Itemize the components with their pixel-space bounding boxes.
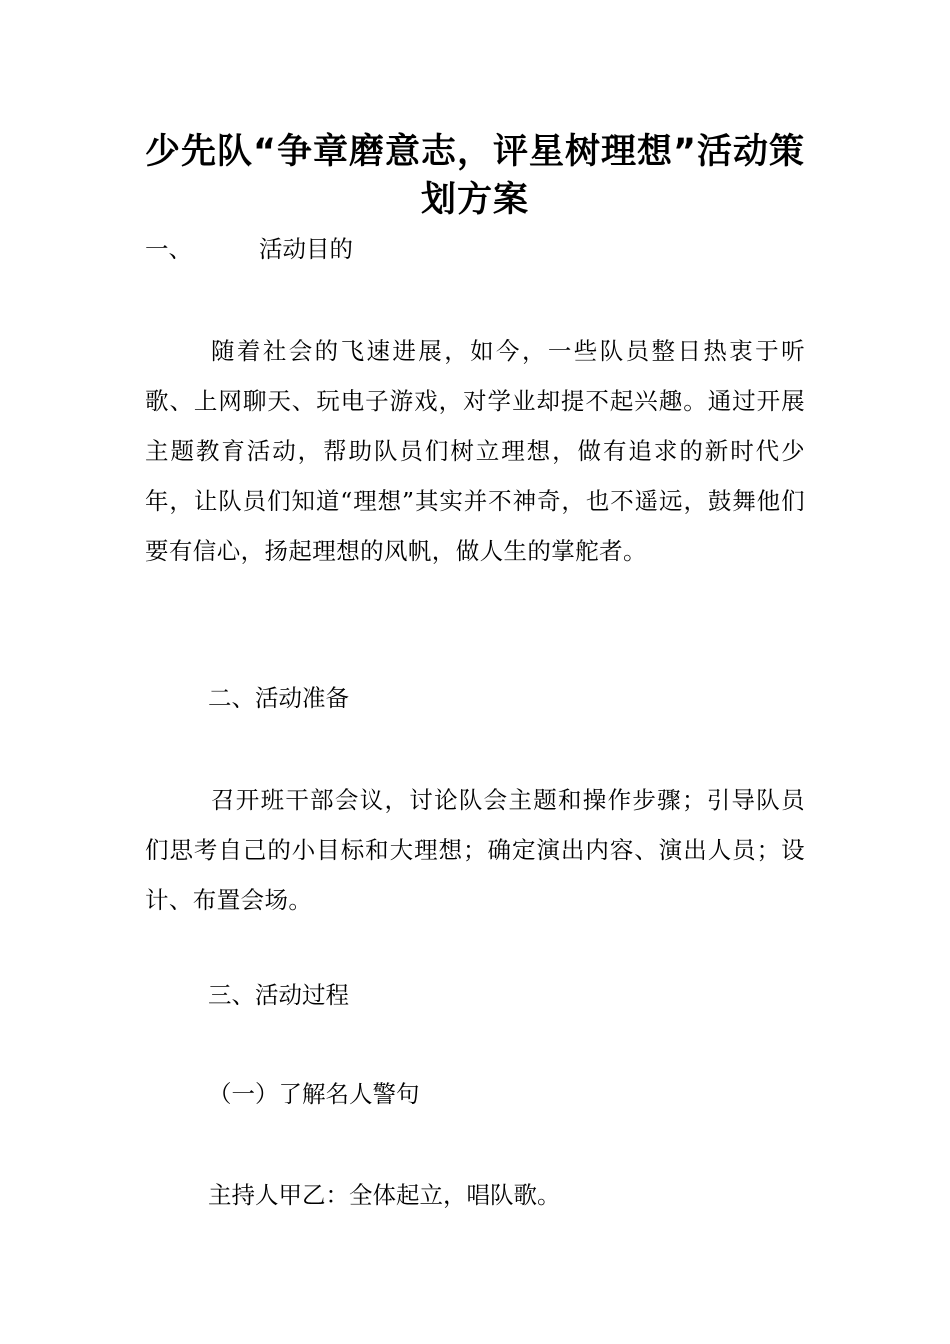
section-1-paragraph: 随着社会的飞速进展，如今，一些队员整日热衷于听歌、上网聊天、玩电子游戏，对学业却提不起兴趣。通过开展主题教育活动，帮助队员们树立理想，做有追求的新时代少年，让队员们知道“理想”其实并不神奇，也不遥远，鼓舞他们要有信心，扬起理想的风帆，做人生的掌舵者。 <box>145 337 805 565</box>
section-2-paragraph: 召开班干部会议，讨论队会主题和操作步骤；引导队员们思考自己的小目标和大理想；确定演出内容、演出人员；设计、布置会场。 <box>145 786 805 914</box>
section-2-heading: 二、活动准备 <box>208 684 349 712</box>
section-1-title: 活动目的 <box>259 235 353 263</box>
section-3-heading: 三、活动过程 <box>208 981 349 1009</box>
host-line: 主持人甲乙：全体起立，唱队歌。 <box>208 1181 561 1209</box>
document-title: 少先队“争章磨意志，评星树理想”活动策划方案 <box>145 132 806 220</box>
section-1-number: 一、 <box>145 235 192 263</box>
section-1-heading <box>145 232 545 266</box>
section-3-subheading-1: （一）了解名人警句 <box>208 1080 420 1108</box>
